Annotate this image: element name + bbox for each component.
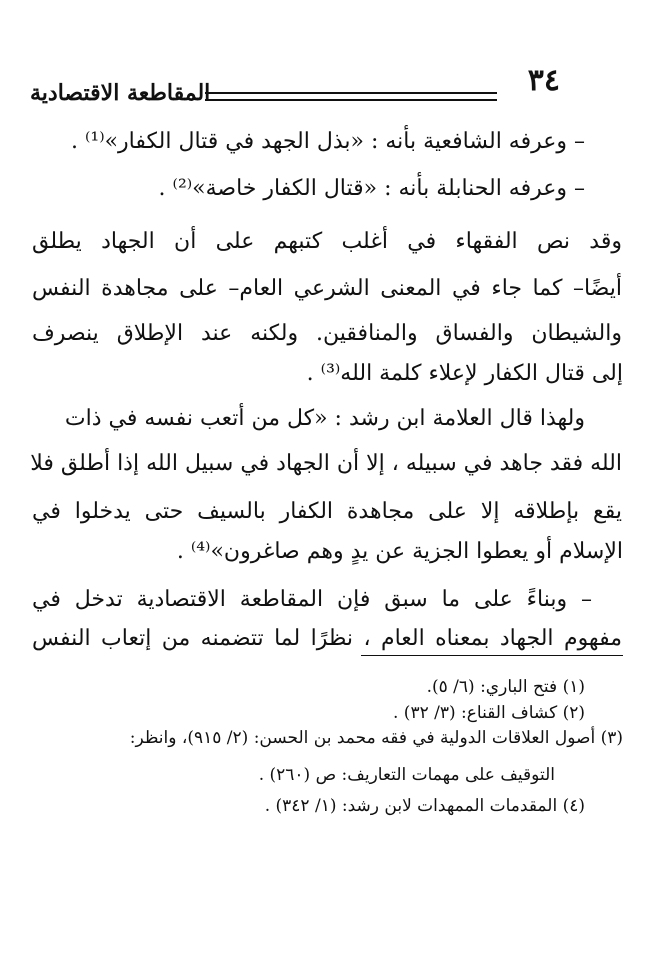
- body-line: الإسلام أو يعطوا الجزية عن يدٍ وهم صاغرون»⁽⁴⁾ .: [176, 539, 623, 564]
- body-line: – وعرفه الحنابلة بأنه : «قتال الكفار خاصة»⁽²⁾ .: [158, 176, 585, 201]
- body-line: إلى قتال الكفار لإعلاء كلمة الله⁽³⁾ .: [306, 361, 623, 386]
- body-line: ولهذا قال العلامة ابن رشد : «كل من أتعب نفسه في ذات: [64, 406, 585, 431]
- body-line: والشيطان والفساق والمنافقين. ولكنه عند الإطلاق ينصرف: [32, 321, 622, 346]
- footnote: (٤) المقدمات الممهدات لابن رشد: (١/ ٣٤٢) .: [264, 796, 585, 816]
- footnote: (٣) أصول العلاقات الدولية في فقه محمد بن الحسن: (٢/ ٩١٥)، وانظر:: [129, 728, 623, 748]
- body-line: – وعرفه الشافعية بأنه : «بذل الجهد في قتال الكفار»⁽¹⁾ .: [70, 129, 585, 154]
- running-title: المقاطعة الاقتصادية: [30, 80, 211, 106]
- footnote-continuation: التوقيف على مهمات التعاريف: ص (٢٦٠) .: [258, 765, 555, 785]
- body-line: الله فقد جاهد في سبيله ، إلا أن الجهاد في سبيل الله إذا أطلق فلا: [30, 451, 622, 476]
- body-line: وقد نص الفقهاء في أغلب كتبهم على أن الجهاد يطلق: [32, 229, 622, 254]
- body-line: – وبناءً على ما سبق فإن المقاطعة الاقتصادية تدخل في: [32, 587, 592, 612]
- body-line: أيضًا– كما جاء في المعنى الشرعي العام– على مجاهدة النفس: [32, 276, 622, 301]
- footnote: (١) فتح الباري: (٦/ ٥).: [426, 677, 585, 697]
- page-number: ٣٤: [527, 63, 560, 98]
- footnote-separator: [361, 655, 623, 656]
- body-line: مفهوم الجهاد بمعناه العام ، نظرًا لما تتضمنه من إتعاب النفس: [32, 626, 622, 651]
- body-line: يقع بإطلاقه إلا على مجاهدة الكفار بالسيف حتى يدخلوا في: [32, 499, 622, 524]
- header-rule: [205, 92, 497, 101]
- footnote: (٢) كشاف القناع: (٣/ ٣٢) .: [392, 703, 585, 723]
